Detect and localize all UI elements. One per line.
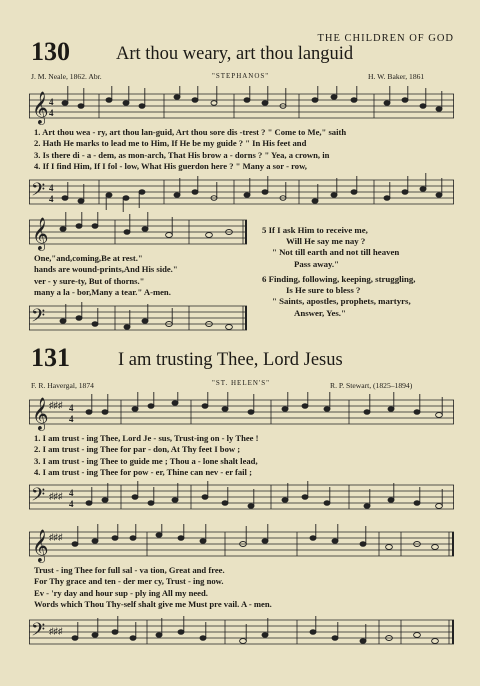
hymn-130-treble-staff-2 [29,212,247,252]
hymn-131-verse-4-line-1: 4. I am trust - ing Thee for pow - er, Thine can nev - er fail ; [34,466,252,477]
svg-text:4: 4 [69,414,74,424]
hymn-131-system-1-lyrics [34,433,259,478]
hymn-130-stanza-5 [262,225,399,270]
svg-text:4: 4 [69,403,74,413]
stanza-5-line-2: Will He say me nay ? [286,236,366,247]
svg-text:♯♯♯: ♯♯♯ [49,626,63,636]
svg-text:𝄢: 𝄢 [31,180,46,205]
svg-text:♯♯♯: ♯♯♯ [49,400,63,410]
hymn-130-verse-4-line-1: 4. If I find Him, If I fol - low, What His guerdon here ? " Many a sor - row, [34,160,307,171]
hymn-131-verse-1-line-2: Trust - ing Thee for full sal - va tion, Great and free. [34,565,225,575]
stanza-6-line-3: " Saints, apostles, prophets, martyrs, [272,296,411,307]
svg-text:𝄞: 𝄞 [32,91,49,124]
stanza-5-line-3: " Not till earth and not till heaven [272,247,400,258]
svg-text:𝄢: 𝄢 [31,306,46,331]
hymn-130-treble-staff-1 [29,86,454,126]
hymn-131-verse-3-line-1: 3. I am trust - ing Thee to guide me ; Thou a - lone shalt lead, [34,455,258,466]
svg-text:4: 4 [49,108,54,118]
hymn-130-system-2-lyrics [34,253,178,298]
svg-text:4: 4 [69,488,74,498]
hymn-131-bass-staff-1 [29,477,454,517]
stanza-5-line-4: Pass away." [294,258,339,269]
hymn-130-verse-3-line-2: ver - y sure-ty, But of thorns." [34,275,145,286]
svg-text:4: 4 [69,499,74,509]
hymn-130-verse-1-line-2: One,"and,coming,Be at rest." [34,253,143,263]
stanza-6-line-2: Is He sure to bless ? [286,285,361,296]
hymn-131-verse-2-line-2: For Thy grace and ten - der mer cy, Trust - ing now. [34,576,224,587]
hymn-130-stanza-6 [262,274,416,319]
hymn-130-system-1-lyrics [34,127,346,172]
hymn-130-composer: H. W. Baker, 1861 [368,72,425,81]
hymn-131-tune-name: "ST. HELEN'S" [212,379,270,387]
stanza-5-line-1: 5 If I ask Him to receive me, [262,225,368,235]
svg-text:4: 4 [49,183,54,193]
hymn-131-system-2-lyrics [34,565,272,610]
hymn-130-title: Art thou weary, art thou languid [116,44,354,64]
hymn-131-number: 131 [31,343,70,372]
hymn-131-treble-staff-2 [29,524,454,564]
hymn-130-tune-name: "STEPHANOS" [212,72,270,80]
hymn-130-author: J. M. Neale, 1862. Abr. [31,72,102,81]
hymn-130-bass-staff-2 [29,298,247,338]
hymn-131-verse-1-line-1: 1. I am trust - ing Thee, Lord Je - sus, Trust-ing on - ly Thee ! [34,433,259,443]
hymn-131-composer: R. P. Stewart, (1825–1894) [330,381,413,390]
hymn-131-author: F. R. Havergal, 1874 [31,381,94,390]
stanza-6-line-1: 6 Finding, following, keeping, struggling, [262,274,416,284]
hymn-130-bass-staff-1 [29,172,454,212]
svg-text:4: 4 [49,97,54,107]
hymn-130-verse-4-line-2: many a la - bor,Many a tear." A-men. [34,286,171,297]
hymn-131-verse-4-line-2: Words which Thou Thy-self shalt give me Must pre vail. A - men. [34,598,272,609]
svg-text:𝄞: 𝄞 [32,217,49,250]
hymn-131-verse-3-line-2: Ev - 'ry day and hour sup - ply ing All my need. [34,587,208,598]
svg-text:𝄞: 𝄞 [32,529,49,562]
running-head: THE CHILDREN OF GOD [317,33,454,44]
hymn-130-verse-1-line-1: 1. Art thou wea - ry, art thou lan-guid, Art thou sore dis -trest ? " Come to Me," saith [34,127,347,137]
stanza-6-line-4: Answer, Yes." [294,307,346,318]
svg-text:♯♯♯: ♯♯♯ [49,532,63,542]
hymn-131-bass-staff-2 [29,612,454,652]
hymn-130-verse-3-line-1: 3. Is there di - a - dem, as mon-arch, That His brow a - dorns ? " Yea, a crown, in [34,149,330,160]
svg-text:𝄞: 𝄞 [32,397,49,430]
hymn-131-verse-2-line-1: 2. I am trust - ing Thee for par - don, At Thy feet I bow ; [34,444,241,455]
hymn-130-verse-2-line-2: hands are wound-prints,And His side." [34,264,178,275]
hymn-131-title: I am trusting Thee, Lord Jesus [118,350,343,370]
svg-text:4: 4 [49,194,54,204]
hymn-130-verse-2-line-1: 2. Hath He marks to lead me to Him, If He be my guide ? " In His feet and [34,138,307,149]
hymn-130-number: 130 [31,37,70,66]
svg-text:♯♯♯: ♯♯♯ [49,491,63,501]
hymn-131-treble-staff-1 [29,392,454,432]
svg-text:𝄢: 𝄢 [31,620,46,645]
svg-text:𝄢: 𝄢 [31,485,46,510]
